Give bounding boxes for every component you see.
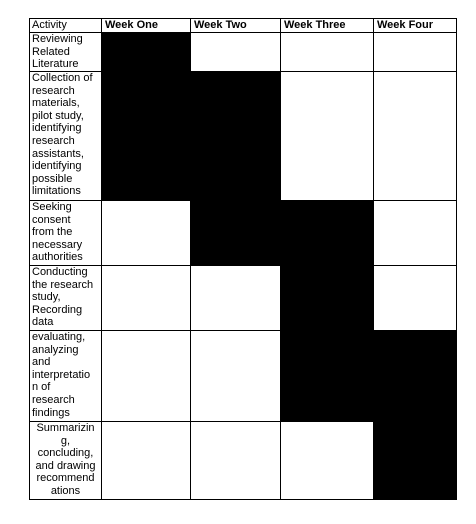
- schedule-cell: [281, 266, 374, 331]
- table-row: [30, 72, 457, 201]
- schedule-cell: [281, 33, 374, 72]
- header-row: [30, 19, 457, 33]
- header-week-three: Week Three: [281, 19, 374, 33]
- schedule-cell: [102, 266, 191, 331]
- table-row: [30, 266, 457, 331]
- schedule-cell: [191, 33, 281, 72]
- schedule-cell: [102, 33, 191, 72]
- schedule-cell: [374, 33, 457, 72]
- schedule-cell: [281, 422, 374, 500]
- schedule-cell: [281, 72, 374, 201]
- gantt-chart-table: [29, 18, 457, 500]
- header-week-two: Week Two: [191, 19, 281, 33]
- activity-label: Seeking consent from the necessary authorities: [30, 201, 102, 266]
- schedule-cell: [102, 72, 191, 201]
- schedule-cell: [191, 331, 281, 422]
- schedule-cell: [374, 72, 457, 201]
- schedule-cell: [102, 422, 191, 500]
- schedule-cell: [374, 266, 457, 331]
- activity-label: Summarizin g, concluding, and drawing recommend ations: [30, 422, 102, 500]
- activity-label: Reviewing Related Literature: [30, 33, 102, 72]
- schedule-cell: [191, 422, 281, 500]
- table-row: [30, 33, 457, 72]
- schedule-cell: [102, 201, 191, 266]
- activity-label: Collection of research materials, pilot study, identifying research assistants, identifying possible limitations: [30, 72, 102, 201]
- schedule-cell: [281, 331, 374, 422]
- schedule-cell: [191, 72, 281, 201]
- table-row: [30, 201, 457, 266]
- header-activity: Activity: [30, 19, 102, 33]
- activity-label: evaluating, analyzing and interpretatio n of research findings: [30, 331, 102, 422]
- header-week-one: Week One: [102, 19, 191, 33]
- schedule-cell: [191, 201, 281, 266]
- schedule-cell: [374, 422, 457, 500]
- table-row: [30, 422, 457, 500]
- table-row: [30, 331, 457, 422]
- schedule-cell: [281, 201, 374, 266]
- header-week-four: Week Four: [374, 19, 457, 33]
- schedule-cell: [374, 201, 457, 266]
- schedule-cell: [191, 266, 281, 331]
- schedule-cell: [374, 331, 457, 422]
- activity-label: Conducting the research study, Recording data: [30, 266, 102, 331]
- schedule-cell: [102, 331, 191, 422]
